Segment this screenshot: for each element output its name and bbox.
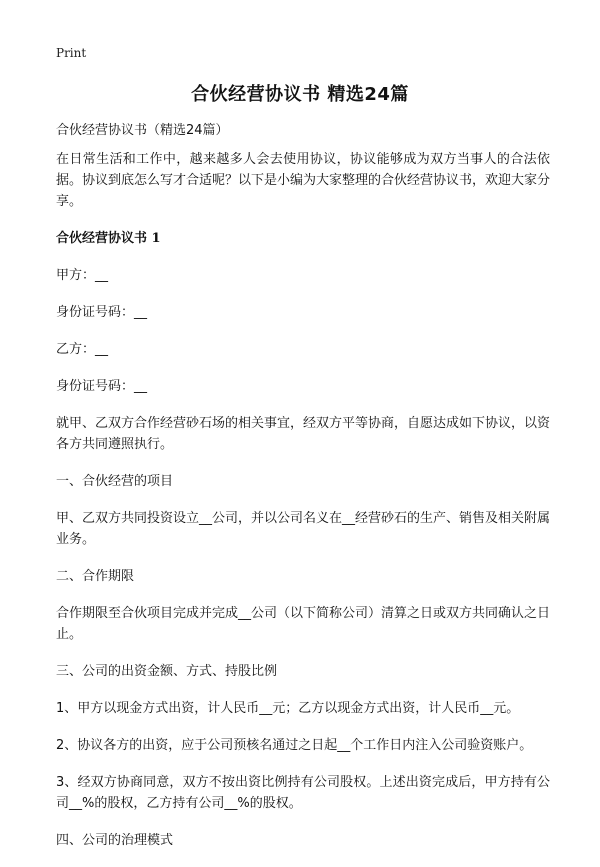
clause-item-2: 2、协议各方的出资，应于公司预核名通过之日起__个工作日内注入公司验资账户。 [56,738,533,753]
clause-paragraph-2: 合作期限至合伙项目完成并完成__公司（以下简称公司）清算之日或双方共同确认之日止。 [56,606,551,642]
print-link[interactable]: Print [56,46,87,60]
clause-heading-3: 三、公司的出资金额、方式、持股比例 [56,664,278,679]
document-subtitle: 合伙经营协议书（精选24篇） [56,123,229,138]
preamble-paragraph: 就甲、乙双方合作经营砂石场的相关事宜，经双方平等协商，自愿达成如下协议，以资各方共同遵照执行。 [56,416,551,452]
party-a-line: 甲方：__ [56,268,109,283]
party-b-id-line: 身份证号码：__ [56,379,148,394]
clause-item-1: 1、甲方以现金方式出资，计人民币__元；乙方以现金方式出资，计人民币__元。 [56,701,520,716]
party-b-line: 乙方：__ [56,342,109,357]
clause-heading-1: 一、合伙经营的项目 [56,474,174,489]
intro-paragraph: 在日常生活和工作中，越来越多人会去使用协议，协议能够成为双方当事人的合法依据。协议到底怎么写才合适呢？以下是小编为大家整理的合伙经营协议书，欢迎大家分享。 [56,152,551,209]
clause-heading-2: 二、合作期限 [56,569,135,584]
clause-heading-4: 四、公司的治理模式 [56,833,174,848]
document-body [56,120,550,867]
document-title: 合伙经营协议书 精选24篇 [191,84,409,105]
clause-item-3: 3、经双方协商同意，双方不按出资比例持有公司股权。上述出资完成后，甲方持有公司__%的股权，乙方持有公司__%的股权。 [56,775,550,811]
party-a-id-line: 身份证号码：__ [56,305,148,320]
section-heading: 合伙经营协议书 1 [56,231,161,246]
clause-paragraph-1: 甲、乙双方共同投资设立__公司，并以公司名义在__经营砂石的生产、销售及相关附属业务。 [56,511,551,547]
